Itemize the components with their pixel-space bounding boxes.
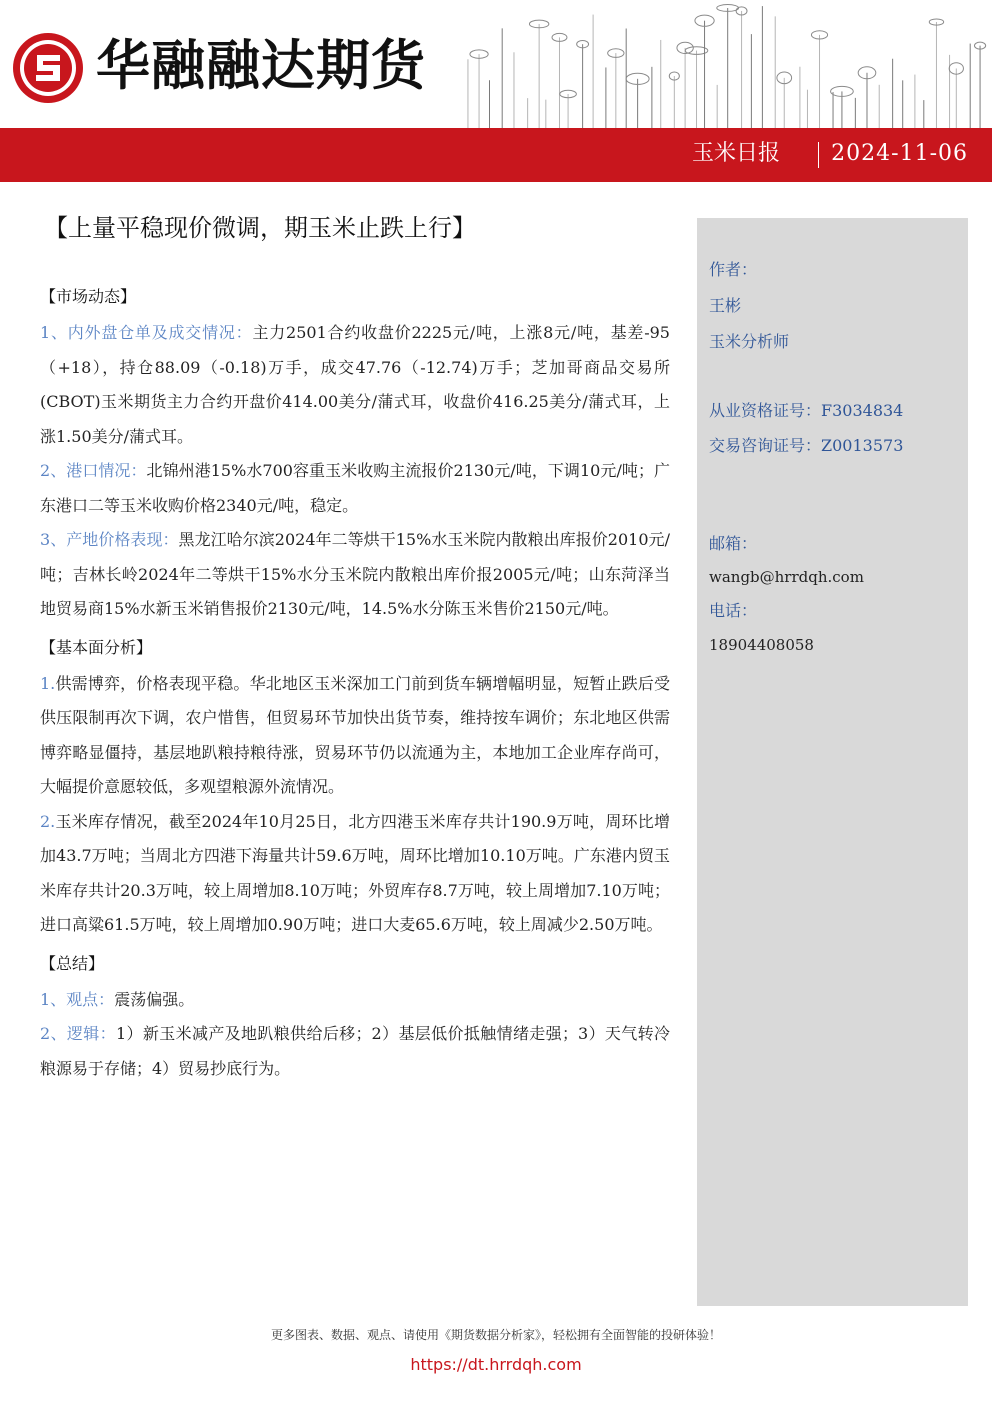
item-text: 震荡偏强。 xyxy=(114,989,195,1009)
item-text: 1）新玉米减产及地趴粮供给后移；2）基层低价抵触情绪走强；3）天气转冷粮源易于存储；4）贸易抄底行为。 xyxy=(40,1024,670,1078)
fundamental-item xyxy=(40,667,670,805)
market-item xyxy=(40,523,670,627)
item-lead: 2、逻辑： xyxy=(40,1024,116,1043)
qualification-number: 从业资格证号：F3034834 xyxy=(709,401,904,420)
footer-note: 更多图表、数据、观点、请使用《期货数据分析家》，轻松拥有全面智能的投研体验！ xyxy=(270,1328,721,1342)
phone-number: 18904408058 xyxy=(709,636,814,654)
item-lead: 1. xyxy=(40,673,56,693)
fundamental-item xyxy=(40,805,670,943)
item-text: 供需博弈，价格表现平稳。华北地区玉米深加工门前到货车辆增幅明显，短暂止跌后受供压限制再次下调，农户惜售，但贸易环节加快出货节奏，维持按车调价；东北地区供需博弈略显僵持，基层地趴粮持粮待涨，贸易环节仍以流通为主，本地加工企业库存尚可，大幅提价意愿较低，多观望粮源外流情况。 xyxy=(40,673,670,796)
report-date: 2024-11-06 xyxy=(831,141,968,166)
summary-item xyxy=(40,1017,670,1086)
phone-label: 电话： xyxy=(709,601,758,620)
author-name: 王彬 xyxy=(709,296,742,315)
main-content xyxy=(40,282,670,1086)
item-lead: 2. xyxy=(40,811,56,831)
item-lead: 1、内外盘仓单及成交情况： xyxy=(40,323,253,342)
item-lead: 3、产地价格表现： xyxy=(40,530,179,549)
item-text: 黑龙江哈尔滨2024年二等烘干15%水玉米院内散粮出库报价2010元/吨；吉林长岭2024年二等烘干15%水分玉米院内散粮出库价报2005元/吨；山东菏泽当地贸易商15%水新玉米销售报价2130元/吨，14.5%水分陈玉米售价2150元/吨。 xyxy=(40,530,670,618)
brand-logo-icon xyxy=(10,30,86,106)
decorative-pattern xyxy=(455,0,992,128)
band-divider xyxy=(818,142,819,168)
market-item xyxy=(40,316,670,454)
author-label: 作者： xyxy=(709,260,758,279)
email-label: 邮箱： xyxy=(709,534,758,553)
market-item xyxy=(40,454,670,523)
author-title: 玉米分析师 xyxy=(709,332,790,351)
item-text: 主力2501合约收盘价2225元/吨，上涨8元/吨，基差-95（+18），持仓88.09（-0.18)万手，成交47.76（-12.74)万手；芝加哥商品交易所(CBOT)玉米期货主力合约开盘价414.00美分/蒲式耳，收盘价416.25美分/蒲式耳，上涨1.50美分/蒲式耳。 xyxy=(40,323,670,446)
page-title: 【上量平稳现价微调，期玉米止跌上行】 xyxy=(44,214,476,242)
report-header xyxy=(0,0,992,182)
item-lead: 2、港口情况： xyxy=(40,461,147,480)
footer-link[interactable]: https://dt.hrrdqh.com xyxy=(410,1355,582,1374)
consulting-number: 交易咨询证号：Z0013573 xyxy=(709,436,904,455)
section-heading-summary: 【总结】 xyxy=(40,953,105,973)
brand-name: 华融融达期货 xyxy=(96,34,426,97)
author-sidebar xyxy=(697,218,968,1306)
email-address[interactable]: wangb@hrrdqh.com xyxy=(709,568,864,586)
section-heading-fundamental: 【基本面分析】 xyxy=(40,637,153,657)
item-text: 北锦州港15%水700容重玉米收购主流报价2130元/吨，下调10元/吨；广东港口二等玉米收购价格2340元/吨，稳定。 xyxy=(40,461,670,515)
report-type: 玉米日报 xyxy=(691,141,780,166)
section-heading-market: 【市场动态】 xyxy=(40,287,137,306)
summary-item xyxy=(40,983,670,1018)
item-text: 玉米库存情况，截至2024年10月25日，北方四港玉米库存共计190.9万吨，周环比增加43.7万吨；当周北方四港下海量共计59.6万吨，周环比增加10.10万吨。广东港内贸玉米库存共计20.3万吨，较上周增加8.10万吨；外贸库存8.7万吨，较上周增加7.10万吨；进口高粱61.5万吨，较上周增加0.90万吨；进口大麦65.6万吨，较上周减少2.50万吨。 xyxy=(40,811,670,934)
item-lead: 1、观点： xyxy=(40,989,115,1009)
